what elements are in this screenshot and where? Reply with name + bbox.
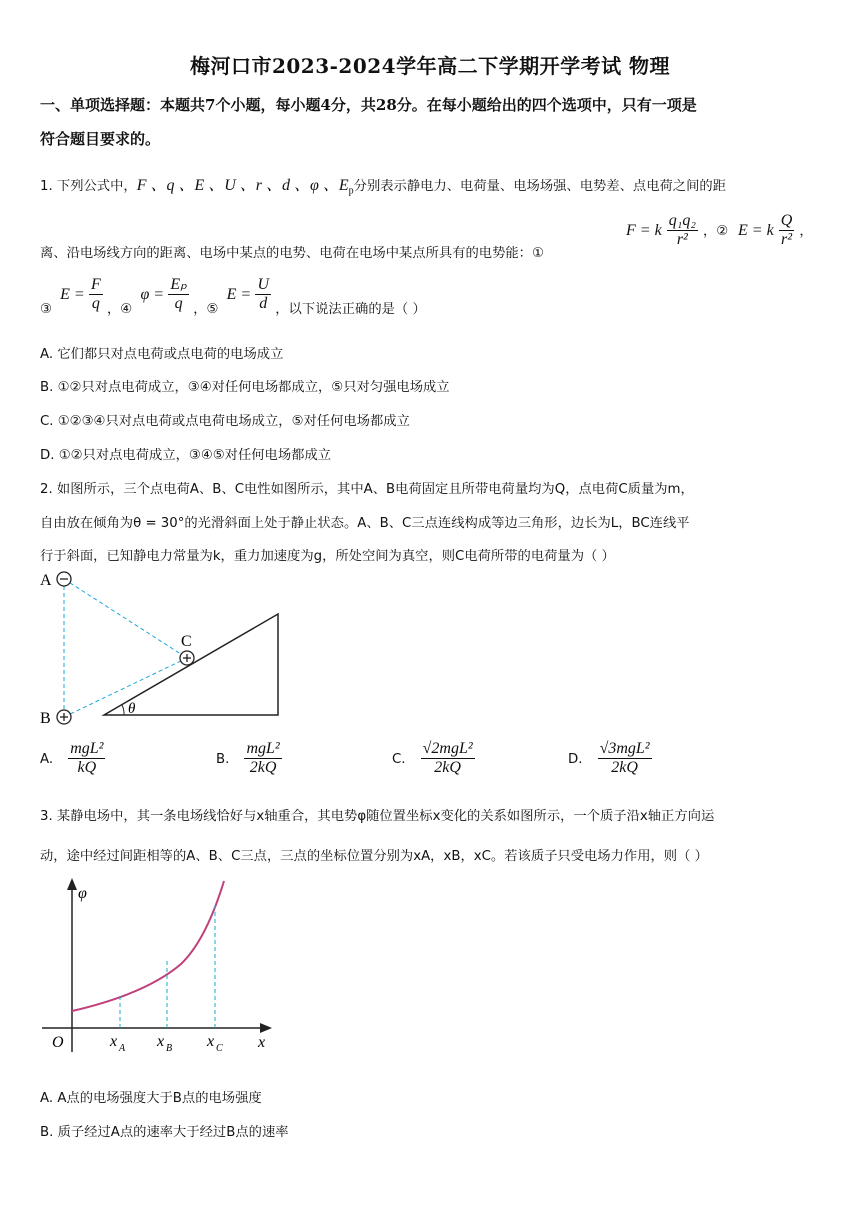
label-origin: O (52, 1034, 64, 1051)
section-heading-line2: 符合题目要求的。 (40, 130, 161, 148)
q2-line3: 行于斜面，已知静电力常量为k，重力加速度为g，所处空间为真空，则C电荷所带的电荷量为（ ） (40, 549, 615, 564)
potential-curve (72, 881, 224, 1011)
label-a: A (40, 572, 52, 589)
line-ac (64, 579, 187, 658)
label-xb: x (157, 1033, 165, 1050)
label-xb-sub: B (166, 1043, 173, 1054)
label-xa: x (110, 1033, 118, 1050)
q3-potential-graph (36, 874, 286, 1060)
q2-option-d: D. $\frac{\text{√3mgL²}}{2kQ}$ (568, 740, 650, 776)
label-x: x (258, 1034, 266, 1051)
label-xa-sub: A (119, 1043, 126, 1054)
q1-formula-1: F = k $\frac{\text{q₁q₂}}{\text{r²}}$ ，② (626, 212, 729, 248)
q2-line1: 2. 如图所示，三个点电荷A、B、C电性如图所示，其中A、B电荷固定且所带电荷量均为Q，点电荷C质量为m， (40, 482, 694, 497)
label-b: B (40, 710, 51, 727)
label-xc-sub: C (216, 1043, 223, 1054)
label-xc: x (207, 1033, 215, 1050)
q3-line1: 3. 某静电场中，其一条电场线恰好与x轴重合，其电势φ随位置坐标x变化的关系如图所示，一个质子沿x轴正方向运 (40, 809, 715, 824)
q1-line3: ③ E = $\frac{F}{q}$ ，④ φ = $\frac{\text{Eₚ}}{q}$ ，⑤ E = $\frac{U}{d}$ ，以下说法正确的是（ ） (40, 276, 426, 317)
q1-prefix: 1. 下列公式中， (40, 179, 137, 194)
q1-vars: F 、q 、E 、U 、r 、d 、φ 、E (136, 177, 349, 194)
q1-vars-sub: p (348, 185, 354, 197)
label-c: C (181, 633, 192, 650)
q1-line1 (40, 172, 726, 197)
label-theta: θ (128, 701, 136, 717)
section-heading-line1: 一、单项选择题：本题共7个小题，每小题4分，共28分。在每小题给出的四个选项中，只有一项是 (40, 96, 697, 114)
q3-option-b: B. 质子经过A点的速率大于经过B点的速率 (40, 1125, 289, 1140)
q1-line2: 离、沿电场线方向的距离、电场中某点的电势、电荷在电场中某点所具有的电势能：① (40, 246, 544, 261)
q2-option-a: A. $\frac{\text{mgL²}}{kQ}$ (40, 740, 104, 776)
q1-option-c: C. ①②③④只对点电荷或点电荷电场成立，⑤对任何电场都成立 (40, 414, 410, 429)
q1-suffix: 分别表示静电力、电荷量、电场场强、电势差、点电荷之间的距 (353, 179, 726, 194)
label-phi: φ (78, 885, 87, 902)
q2-option-b: B. $\frac{\text{mgL²}}{2kQ}$ (216, 740, 280, 776)
q3-line2: 动，途中经过间距相等的A、B、C三点，三点的坐标位置分别为xA，xB，xC。若该质子只受电场力作用，则（ ） (40, 849, 708, 864)
q2-incline-figure (36, 566, 286, 732)
q2-line2: 自由放在倾角为θ = 30°的光滑斜面上处于静止状态。A、B、C三点连线构成等边三角形，边长为L，BC连线平 (40, 516, 690, 531)
q1-formula-2: E = k $\frac{Q}{\text{r²}}$ ， (738, 212, 813, 248)
x-axis-arrow-icon (260, 1023, 272, 1033)
y-axis-arrow-icon (67, 878, 77, 890)
page-title: 梅河口市2023-2024学年高二下学期开学考试 物理 (189, 54, 671, 78)
q1-option-d: D. ①②只对点电荷成立，③④⑤对任何电场都成立 (40, 448, 332, 463)
q2-option-c: C. $\frac{\text{√2mgL²}}{2kQ}$ (392, 740, 473, 776)
q1-option-b: B. ①②只对点电荷成立，③④对任何电场都成立，⑤只对匀强电场成立 (40, 380, 450, 395)
angle-arc (122, 705, 124, 715)
q3-option-a: A. A点的电场强度大于B点的电场强度 (40, 1091, 262, 1106)
line-bc (64, 658, 187, 717)
q1-option-a: A. 它们都只对点电荷或点电荷的电场成立 (40, 347, 284, 362)
